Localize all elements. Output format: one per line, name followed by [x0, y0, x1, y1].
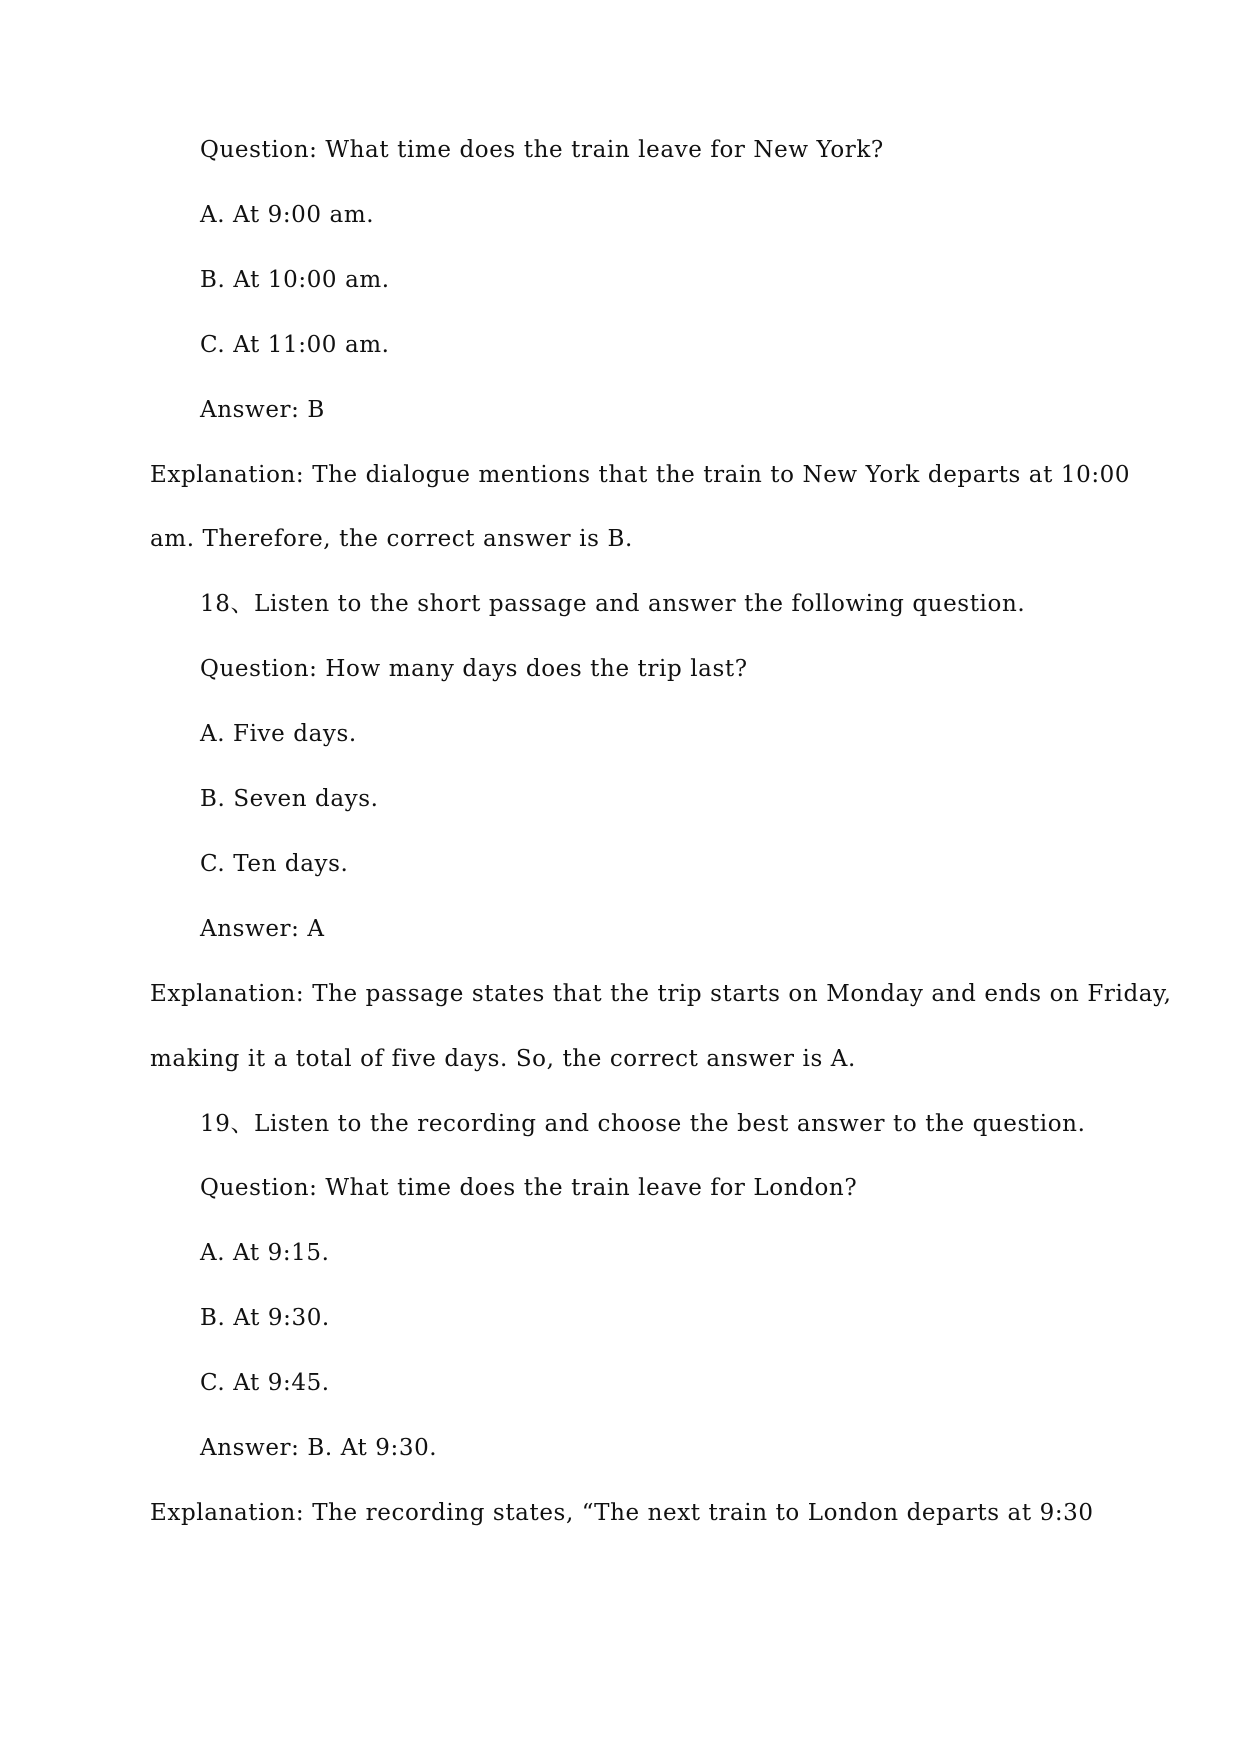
text-line: Question: What time does the train leave for London?: [200, 1175, 858, 1201]
text-line: C. At 9:45.: [200, 1370, 330, 1396]
text-line: 19、Listen to the recording and choose the best answer to the question.: [200, 1111, 1086, 1137]
text-line: 18、Listen to the short passage and answer the following question.: [200, 591, 1026, 617]
text-line: Explanation: The dialogue mentions that the train to New York departs at 10:00: [150, 462, 1131, 488]
text-line: A. Five days.: [200, 721, 357, 747]
text-line: Explanation: The passage states that the trip starts on Monday and ends on Friday,: [150, 981, 1172, 1007]
text-line: am. Therefore, the correct answer is B.: [150, 526, 633, 552]
text-line: Explanation: The recording states, “The next train to London departs at 9:30: [150, 1500, 1094, 1526]
text-line: making it a total of five days. So, the correct answer is A.: [150, 1046, 856, 1072]
text-line: B. At 10:00 am.: [200, 267, 390, 293]
text-line: Answer: A: [200, 916, 325, 942]
text-line: B. At 9:30.: [200, 1305, 330, 1331]
text-line: A. At 9:15.: [200, 1240, 330, 1266]
text-line: C. At 11:00 am.: [200, 332, 390, 358]
text-line: Question: How many days does the trip last?: [200, 656, 748, 682]
text-line: A. At 9:00 am.: [200, 202, 375, 228]
text-line: B. Seven days.: [200, 786, 379, 812]
text-line: C. Ten days.: [200, 851, 349, 877]
text-line: Answer: B: [200, 397, 325, 423]
text-line: Answer: B. At 9:30.: [200, 1435, 438, 1461]
text-line: Question: What time does the train leave for New York?: [200, 137, 884, 163]
